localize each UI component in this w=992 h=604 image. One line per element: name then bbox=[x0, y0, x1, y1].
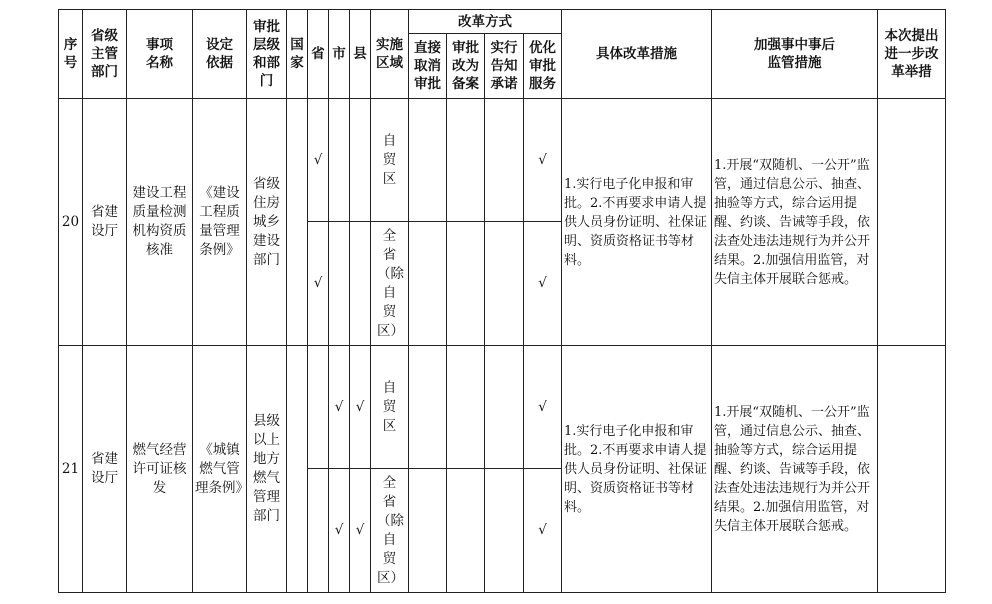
header-reform-optimize: 优化审批服务 bbox=[524, 34, 562, 99]
row-county-check bbox=[350, 99, 371, 222]
row-province-check bbox=[308, 346, 329, 469]
row-city-check bbox=[329, 99, 350, 222]
header-reform-filing: 审批改为备案 bbox=[447, 34, 485, 99]
table-row bbox=[59, 99, 946, 222]
header-province: 省 bbox=[308, 10, 329, 99]
row-reform-cancel bbox=[409, 222, 447, 346]
row-city-check: √ bbox=[329, 469, 350, 593]
row-reform-cancel bbox=[409, 99, 447, 222]
header-basis: 设定依据 bbox=[193, 10, 247, 99]
row-basis: 《城镇燃气管理条例》 bbox=[193, 346, 247, 593]
row-area: 自贸区 bbox=[371, 346, 409, 469]
header-further: 本次提出进一步改革举措 bbox=[878, 10, 946, 99]
header-item: 事项名称 bbox=[127, 10, 193, 99]
header-level: 审批层级和部门 bbox=[247, 10, 287, 99]
row-supervision: 1.开展“双随机、一公开”监管，通过信息公示、抽查、抽验等方式，综合运用提醒、约谈、告诫等手段，依法查处违法违规行为并公开结果。2.加强信用监管，对失信主体开展联合惩戒。 bbox=[712, 99, 878, 346]
row-item: 燃气经营许可证核发 bbox=[127, 346, 193, 593]
row-seq: 20 bbox=[59, 99, 83, 346]
row-reform-optimize-check: √ bbox=[524, 99, 562, 222]
row-county-check bbox=[350, 222, 371, 346]
reform-table bbox=[58, 9, 946, 593]
row-level: 省级住房城乡建设部门 bbox=[247, 99, 287, 346]
header-seq: 序号 bbox=[59, 10, 83, 99]
header-measures: 具体改革措施 bbox=[562, 10, 712, 99]
row-reform-filing bbox=[447, 222, 485, 346]
row-measures: 1.实行电子化申报和审批。2.不再要求申请人提供人员身份证明、社保证明、资质资格证书等材料。 bbox=[562, 99, 712, 346]
row-seq: 21 bbox=[59, 346, 83, 593]
row-reform-optimize-check: √ bbox=[524, 346, 562, 469]
row-city-check: √ bbox=[329, 346, 350, 469]
row-reform-cancel bbox=[409, 469, 447, 593]
row-reform-cancel bbox=[409, 346, 447, 469]
header-city: 市 bbox=[329, 10, 350, 99]
row-national bbox=[287, 99, 308, 346]
row-reform-notify bbox=[485, 469, 524, 593]
header-reform-group: 改革方式 bbox=[409, 10, 562, 34]
row-province-check: √ bbox=[308, 99, 329, 222]
row-measures: 1.实行电子化申报和审批。2.不再要求申请人提供人员身份证明、社保证明、资质资格证书等材料。 bbox=[562, 346, 712, 593]
row-province-check: √ bbox=[308, 222, 329, 346]
row-reform-filing bbox=[447, 469, 485, 593]
row-city-check bbox=[329, 222, 350, 346]
row-reform-notify bbox=[485, 346, 524, 469]
header-national: 国家 bbox=[287, 10, 308, 99]
row-item: 建设工程质量检测机构资质核准 bbox=[127, 99, 193, 346]
row-reform-filing bbox=[447, 99, 485, 222]
header-area: 实施区域 bbox=[371, 10, 409, 99]
header-supervision: 加强事中事后监管措施 bbox=[712, 10, 878, 99]
row-level: 县级以上地方燃气管理部门 bbox=[247, 346, 287, 593]
row-supervision: 1.开展“双随机、一公开”监管，通过信息公示、抽查、抽验等方式，综合运用提醒、约谈、告诫等手段，依法查处违法违规行为并公开结果。2.加强信用监管，对失信主体开展联合惩戒。 bbox=[712, 346, 878, 593]
row-province-check bbox=[308, 469, 329, 593]
row-dept: 省建设厅 bbox=[83, 346, 127, 593]
header-reform-notify: 实行告知承诺 bbox=[485, 34, 524, 99]
row-basis: 《建设工程质量管理条例》 bbox=[193, 99, 247, 346]
header-dept: 省级主管部门 bbox=[83, 10, 127, 99]
header-county: 县 bbox=[350, 10, 371, 99]
row-dept: 省建设厅 bbox=[83, 99, 127, 346]
header-reform-cancel: 直接取消审批 bbox=[409, 34, 447, 99]
row-reform-notify bbox=[485, 99, 524, 222]
row-further bbox=[878, 346, 946, 593]
table-row bbox=[59, 346, 946, 469]
row-county-check: √ bbox=[350, 469, 371, 593]
row-reform-optimize-check: √ bbox=[524, 469, 562, 593]
row-reform-notify bbox=[485, 222, 524, 346]
row-area: 自贸区 bbox=[371, 99, 409, 222]
row-county-check: √ bbox=[350, 346, 371, 469]
row-further bbox=[878, 99, 946, 346]
row-reform-optimize-check: √ bbox=[524, 222, 562, 346]
row-area: 全省（除自贸区） bbox=[371, 469, 409, 593]
row-reform-filing bbox=[447, 346, 485, 469]
row-area: 全省（除自贸区） bbox=[371, 222, 409, 346]
row-national bbox=[287, 346, 308, 593]
